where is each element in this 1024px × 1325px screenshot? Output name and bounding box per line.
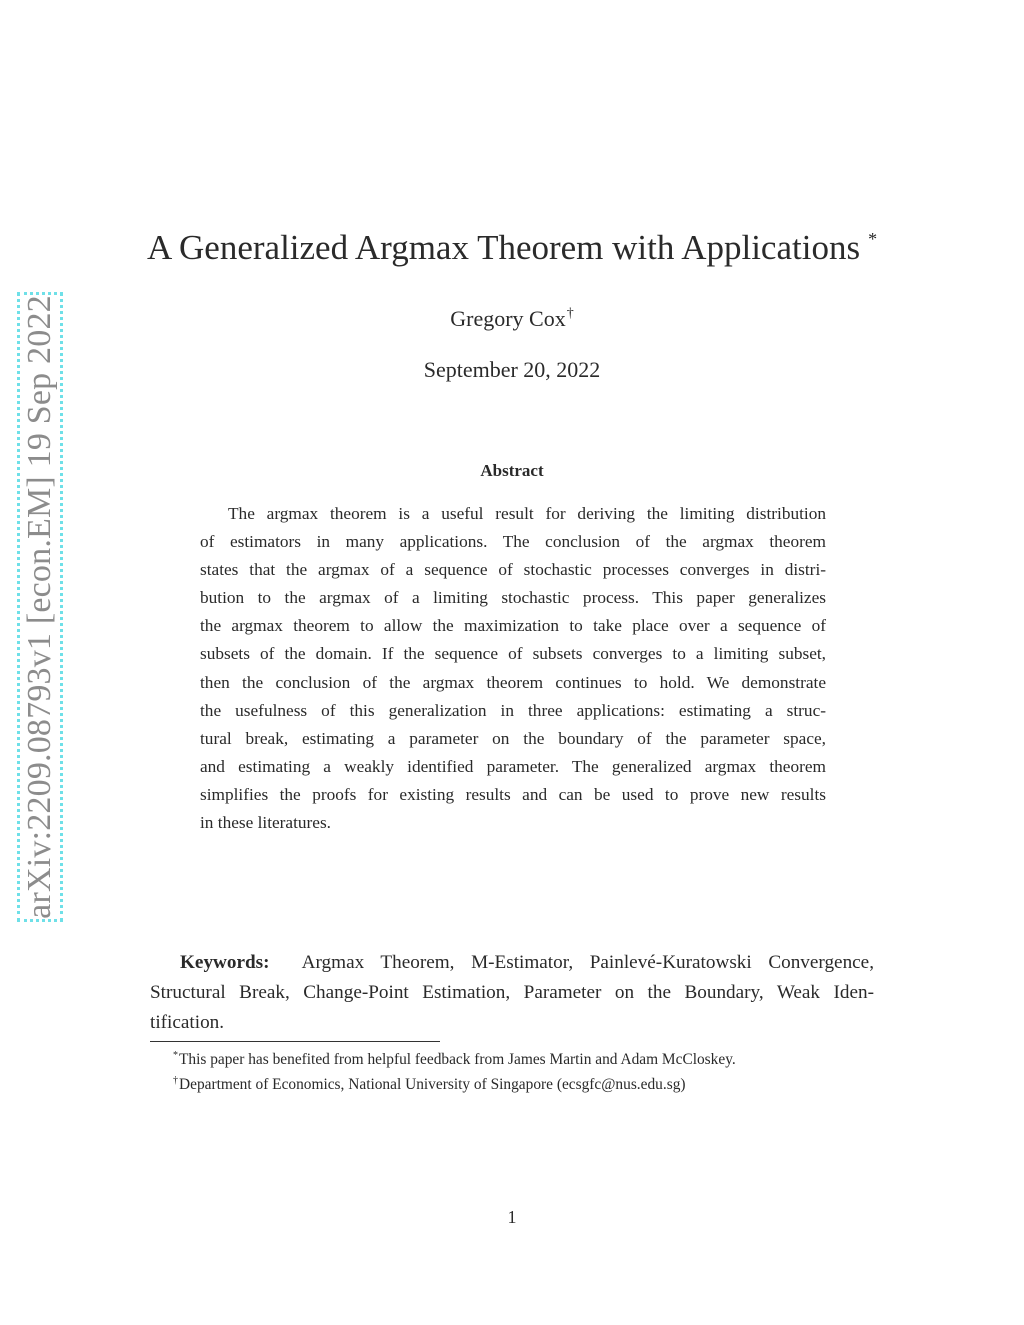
- paper-title-text: A Generalized Argmax Theorem with Applications: [146, 228, 861, 267]
- abstract-line: bution to the argmax of a limiting stochastic process. This paper generalizes: [200, 588, 826, 608]
- author-footnote-marker: †: [566, 306, 574, 321]
- footnote-acknowledgement: [173, 1045, 873, 1070]
- author: [0, 306, 1024, 332]
- abstract-line: the usefulness of this generalization in three applications: estimating a struc-: [200, 700, 826, 720]
- footnote-divider: [150, 1041, 440, 1042]
- abstract-line: simplifies the proofs for existing results and can be used to prove new results: [200, 784, 826, 804]
- footnote-affiliation: [173, 1070, 873, 1095]
- abstract-line: tural break, estimating a parameter on the boundary of the parameter space,: [200, 728, 826, 748]
- footnotes: [173, 1045, 873, 1095]
- keywords-text: Argmax Theorem, M-Estimator, Painlevé-Kuratowski Convergence,: [301, 952, 874, 973]
- abstract-line: and estimating a weakly identified parameter. The generalized argmax theorem: [200, 756, 826, 776]
- footnote-text: This paper has benefited from helpful feedback from James Martin and Adam McCloskey.: [179, 1051, 736, 1068]
- footnote-marker: *: [173, 1050, 178, 1061]
- keywords-line: Structural Break, Change-Point Estimation, Parameter on the Boundary, Weak Iden-: [150, 982, 874, 1003]
- keywords-label: Keywords:: [180, 952, 270, 973]
- arxiv-side-stamp: [17, 292, 63, 922]
- footnote-marker: †: [173, 1075, 178, 1086]
- abstract-line: then the conclusion of the argmax theorem continues to hold. We demonstrate: [200, 672, 826, 692]
- arxiv-identifier: arXiv:2209.08793v1 [econ.EM] 19 Sep 2022: [21, 295, 58, 919]
- author-name: Gregory Cox: [450, 306, 566, 331]
- publication-date: September 20, 2022: [423, 357, 601, 382]
- abstract-body: [200, 500, 826, 837]
- keywords-line: [150, 948, 874, 978]
- keywords-line: tification.: [150, 1012, 225, 1033]
- abstract-line: of estimators in many applications. The conclusion of the argmax theorem: [200, 532, 826, 552]
- abstract-line: in these literatures.: [200, 813, 332, 833]
- abstract-line: the argmax theorem to allow the maximization to take place over a sequence of: [200, 616, 826, 636]
- abstract-line: subsets of the domain. If the sequence of subsets converges to a limiting subset,: [200, 644, 826, 664]
- abstract-line: states that the argmax of a sequence of stochastic processes converges in distri-: [200, 560, 826, 580]
- footnote-text: Department of Economics, National University of Singapore (ecsgfc@nus.edu.sg): [179, 1076, 686, 1093]
- title-footnote-marker: *: [868, 229, 878, 249]
- paper-title: [0, 228, 1024, 268]
- abstract-line: The argmax theorem is a useful result for deriving the limiting distribution: [228, 504, 826, 523]
- keywords-section: [150, 948, 874, 1038]
- abstract-heading: Abstract: [480, 461, 544, 480]
- page-number: 1: [507, 1207, 517, 1227]
